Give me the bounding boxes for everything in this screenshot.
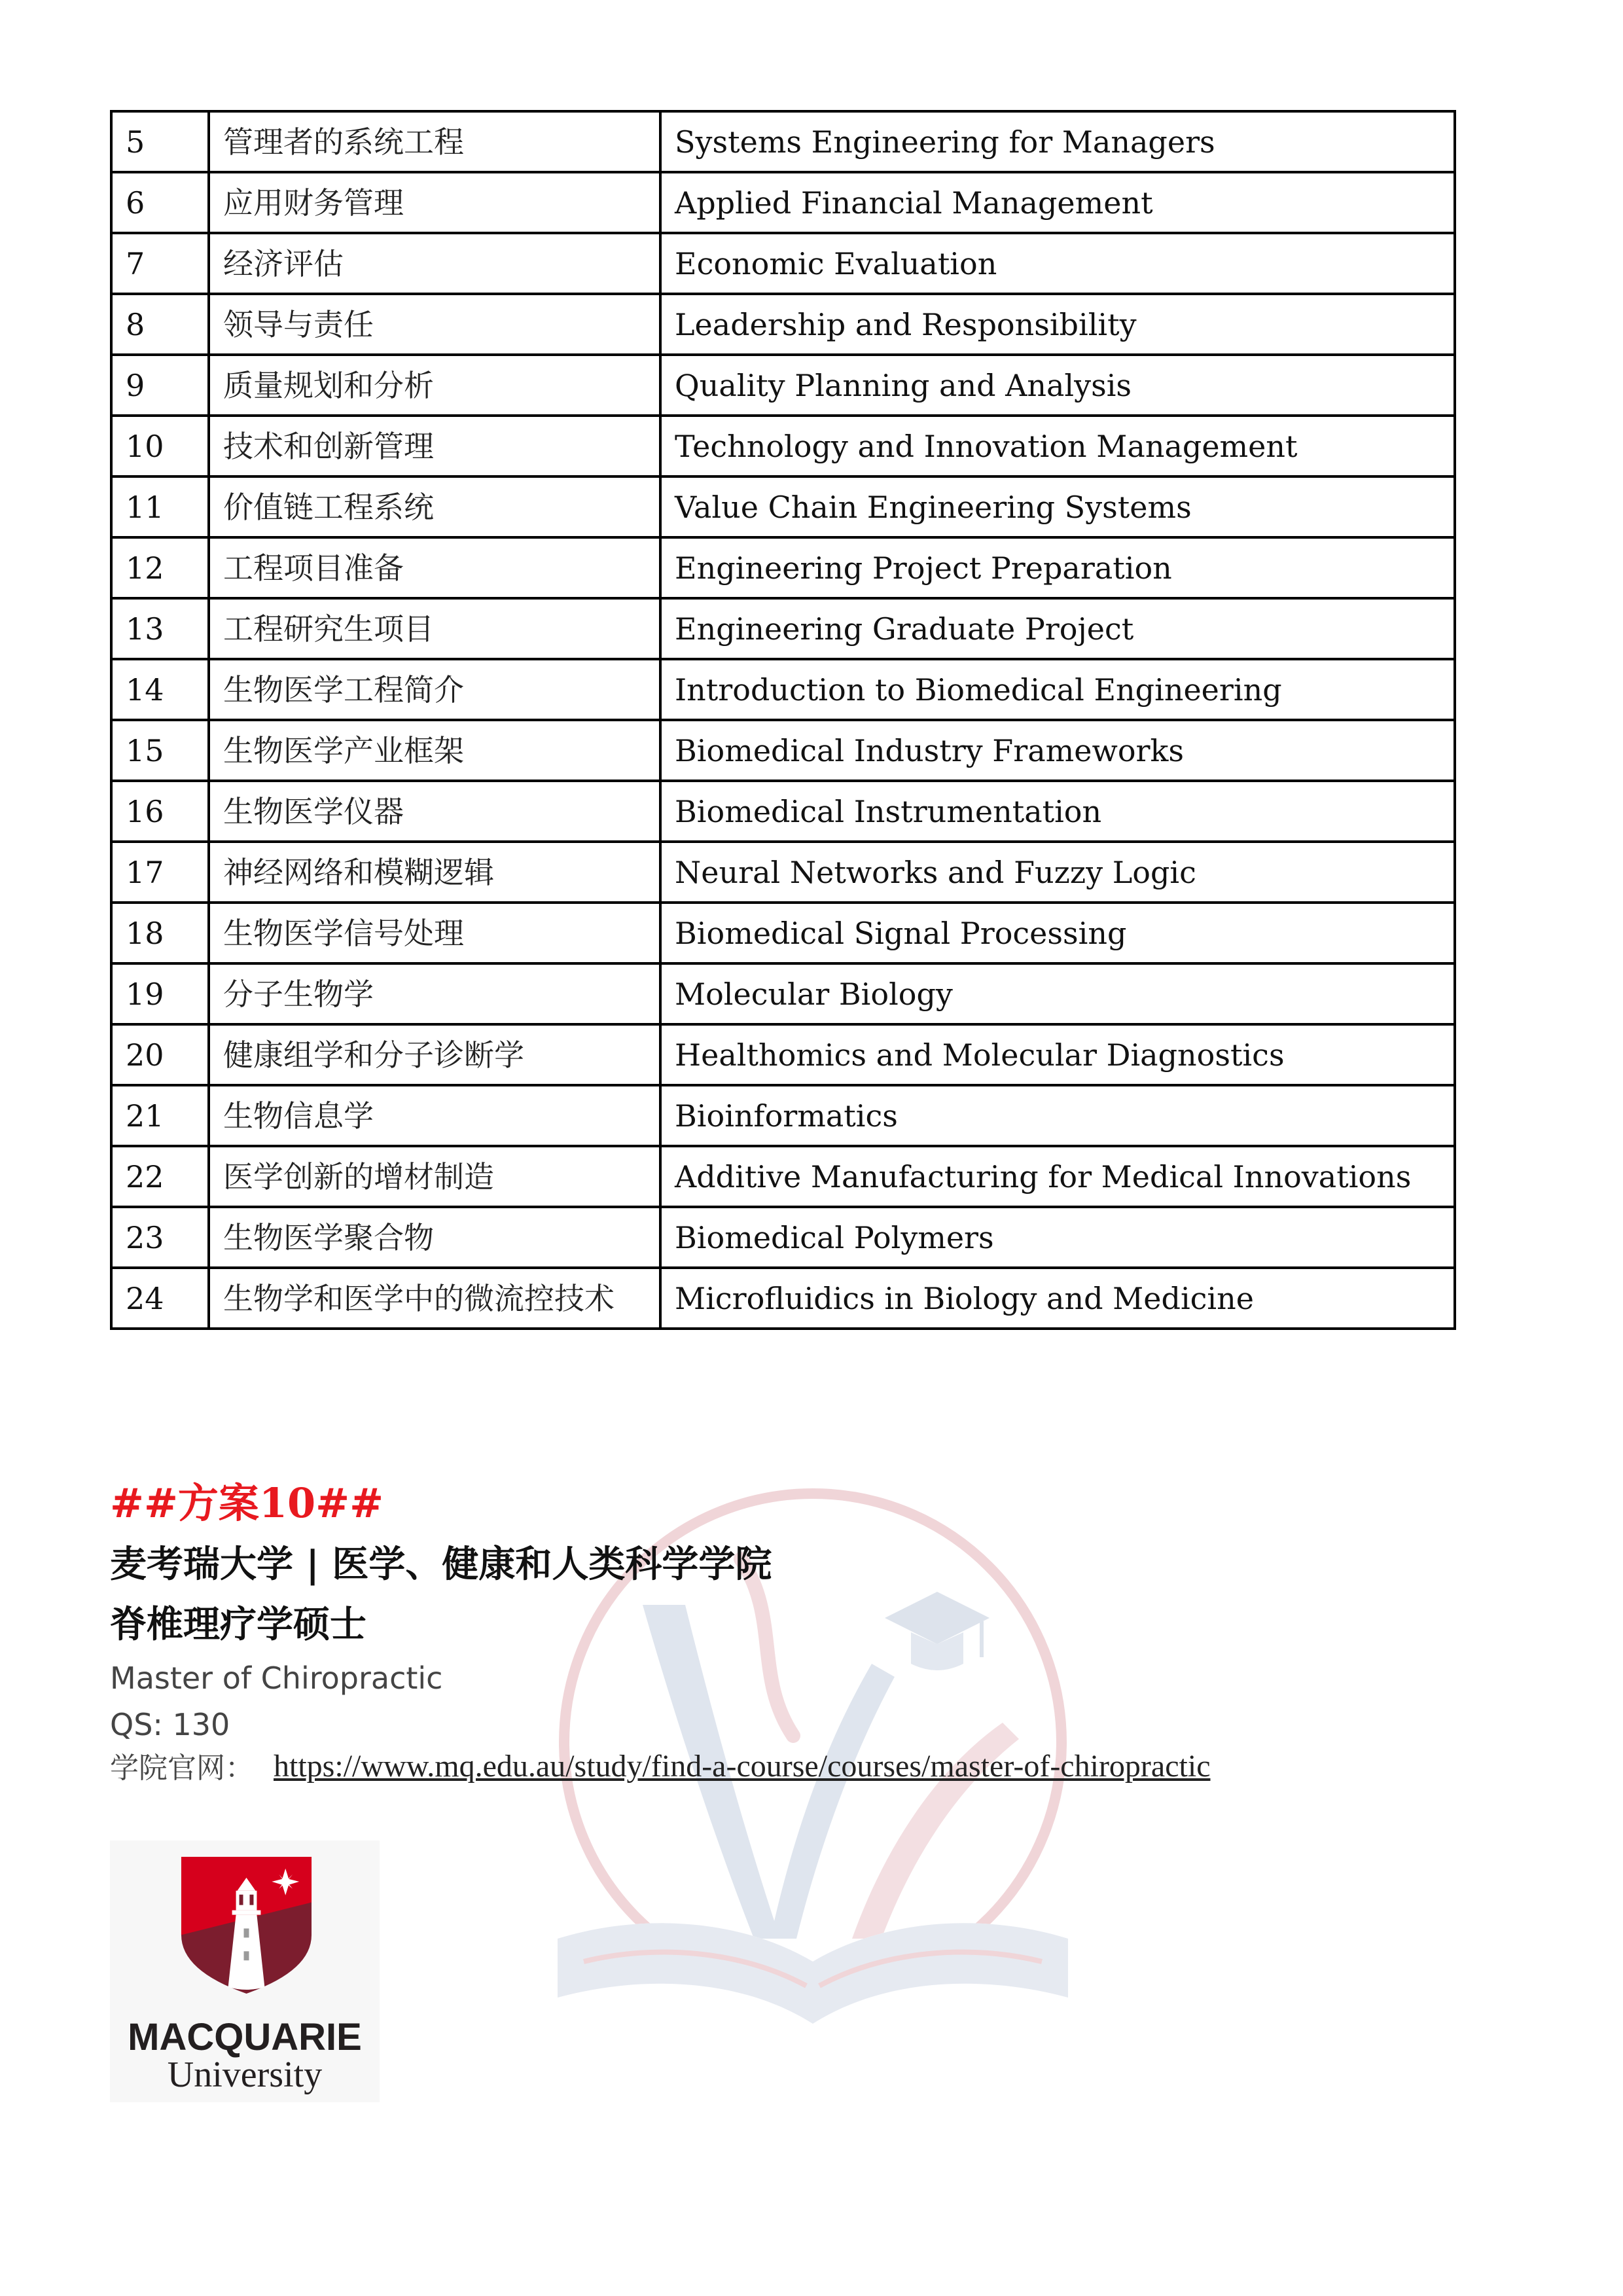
table-row	[111, 355, 1455, 416]
course-table	[110, 110, 1456, 1330]
course-number-cell: 20	[111, 1024, 209, 1085]
course-name-zh-cell: 管理者的系统工程	[209, 111, 660, 172]
course-name-en-cell: Applied Financial Management	[660, 172, 1455, 233]
course-name-en-cell: Additive Manufacturing for Medical Innovations	[660, 1146, 1455, 1207]
course-name-zh-cell: 质量规划和分析	[209, 355, 660, 416]
course-name-en-cell: Biomedical Instrumentation	[660, 781, 1455, 842]
course-table-body	[111, 111, 1455, 1329]
course-number-cell: 15	[111, 720, 209, 781]
plan-heading: ##方案10##	[110, 1479, 384, 1527]
course-number-cell: 8	[111, 294, 209, 355]
course-name-en-cell: Neural Networks and Fuzzy Logic	[660, 842, 1455, 903]
table-row	[111, 963, 1455, 1024]
course-name-en-cell: Biomedical Signal Processing	[660, 903, 1455, 963]
course-name-en-cell: Biomedical Industry Frameworks	[660, 720, 1455, 781]
table-row	[111, 416, 1455, 476]
course-number-cell: 17	[111, 842, 209, 903]
course-name-en-cell: Value Chain Engineering Systems	[660, 476, 1455, 537]
logo-wordmark-line2: University	[167, 2054, 323, 2095]
course-number-cell: 21	[111, 1085, 209, 1146]
course-number-cell: 11	[111, 476, 209, 537]
course-number-cell: 7	[111, 233, 209, 294]
course-number-cell: 24	[111, 1268, 209, 1329]
course-name-zh-cell: 分子生物学	[209, 963, 660, 1024]
macquarie-shield-icon	[181, 1857, 312, 1994]
course-name-en-cell: Bioinformatics	[660, 1085, 1455, 1146]
watermark-book-icon	[558, 1923, 1068, 2024]
course-name-zh-cell: 健康组学和分子诊断学	[209, 1024, 660, 1085]
course-name-en-cell: Technology and Innovation Management	[660, 416, 1455, 476]
university-logo	[110, 1840, 380, 2102]
course-name-zh-cell: 生物医学仪器	[209, 781, 660, 842]
watermark-graduation-cap-icon	[885, 1592, 990, 1670]
course-name-zh-cell: 生物信息学	[209, 1085, 660, 1146]
course-name-zh-cell: 工程研究生项目	[209, 598, 660, 659]
course-name-en-cell: Molecular Biology	[660, 963, 1455, 1024]
course-number-cell: 22	[111, 1146, 209, 1207]
course-number-cell: 19	[111, 963, 209, 1024]
course-name-zh-cell: 生物医学信号处理	[209, 903, 660, 963]
course-name-en-cell: Quality Planning and Analysis	[660, 355, 1455, 416]
course-name-zh-cell: 工程项目准备	[209, 537, 660, 598]
course-name-zh-cell: 生物学和医学中的微流控技术	[209, 1268, 660, 1329]
table-row	[111, 842, 1455, 903]
degree-title-en: Master of Chiropractic	[110, 1660, 443, 1696]
course-number-cell: 13	[111, 598, 209, 659]
website-link[interactable]: https://www.mq.edu.au/study/find-a-course/courses/master-of-chiropractic	[274, 1749, 1211, 1784]
course-name-en-cell: Engineering Project Preparation	[660, 537, 1455, 598]
table-row	[111, 1207, 1455, 1268]
table-row	[111, 294, 1455, 355]
course-name-en-cell: Systems Engineering for Managers	[660, 111, 1455, 172]
table-row	[111, 1024, 1455, 1085]
table-row	[111, 172, 1455, 233]
course-number-cell: 5	[111, 111, 209, 172]
course-name-en-cell: Engineering Graduate Project	[660, 598, 1455, 659]
website-label: 学院官网：	[110, 1751, 254, 1785]
table-row	[111, 537, 1455, 598]
table-row	[111, 781, 1455, 842]
table-row	[111, 476, 1455, 537]
course-name-en-cell: Healthomics and Molecular Diagnostics	[660, 1024, 1455, 1085]
course-name-en-cell: Leadership and Responsibility	[660, 294, 1455, 355]
table-row	[111, 111, 1455, 172]
course-name-zh-cell: 价值链工程系统	[209, 476, 660, 537]
course-number-cell: 16	[111, 781, 209, 842]
table-row	[111, 598, 1455, 659]
university-faculty-title: 麦考瑞大学 | 医学、健康和人类科学学院	[110, 1543, 772, 1586]
table-row	[111, 659, 1455, 720]
course-number-cell: 6	[111, 172, 209, 233]
table-row	[111, 1085, 1455, 1146]
course-name-en-cell: Introduction to Biomedical Engineering	[660, 659, 1455, 720]
course-name-zh-cell: 生物医学产业框架	[209, 720, 660, 781]
qs-ranking: QS: 130	[110, 1707, 230, 1742]
table-row	[111, 1146, 1455, 1207]
course-number-cell: 18	[111, 903, 209, 963]
course-name-en-cell: Biomedical Polymers	[660, 1207, 1455, 1268]
course-name-zh-cell: 应用财务管理	[209, 172, 660, 233]
degree-title-zh: 脊椎理疗学硕士	[110, 1603, 366, 1646]
table-row	[111, 1268, 1455, 1329]
table-row	[111, 903, 1455, 963]
course-number-cell: 9	[111, 355, 209, 416]
course-name-en-cell: Microfluidics in Biology and Medicine	[660, 1268, 1455, 1329]
course-name-zh-cell: 神经网络和模糊逻辑	[209, 842, 660, 903]
table-row	[111, 720, 1455, 781]
course-name-zh-cell: 医学创新的增材制造	[209, 1146, 660, 1207]
course-name-zh-cell: 经济评估	[209, 233, 660, 294]
course-number-cell: 23	[111, 1207, 209, 1268]
course-name-zh-cell: 生物医学工程简介	[209, 659, 660, 720]
course-number-cell: 10	[111, 416, 209, 476]
course-number-cell: 14	[111, 659, 209, 720]
course-name-zh-cell: 技术和创新管理	[209, 416, 660, 476]
course-number-cell: 12	[111, 537, 209, 598]
logo-wordmark-line1: MACQUARIE	[128, 2016, 362, 2058]
course-name-zh-cell: 生物医学聚合物	[209, 1207, 660, 1268]
course-name-zh-cell: 领导与责任	[209, 294, 660, 355]
course-name-en-cell: Economic Evaluation	[660, 233, 1455, 294]
table-row	[111, 233, 1455, 294]
